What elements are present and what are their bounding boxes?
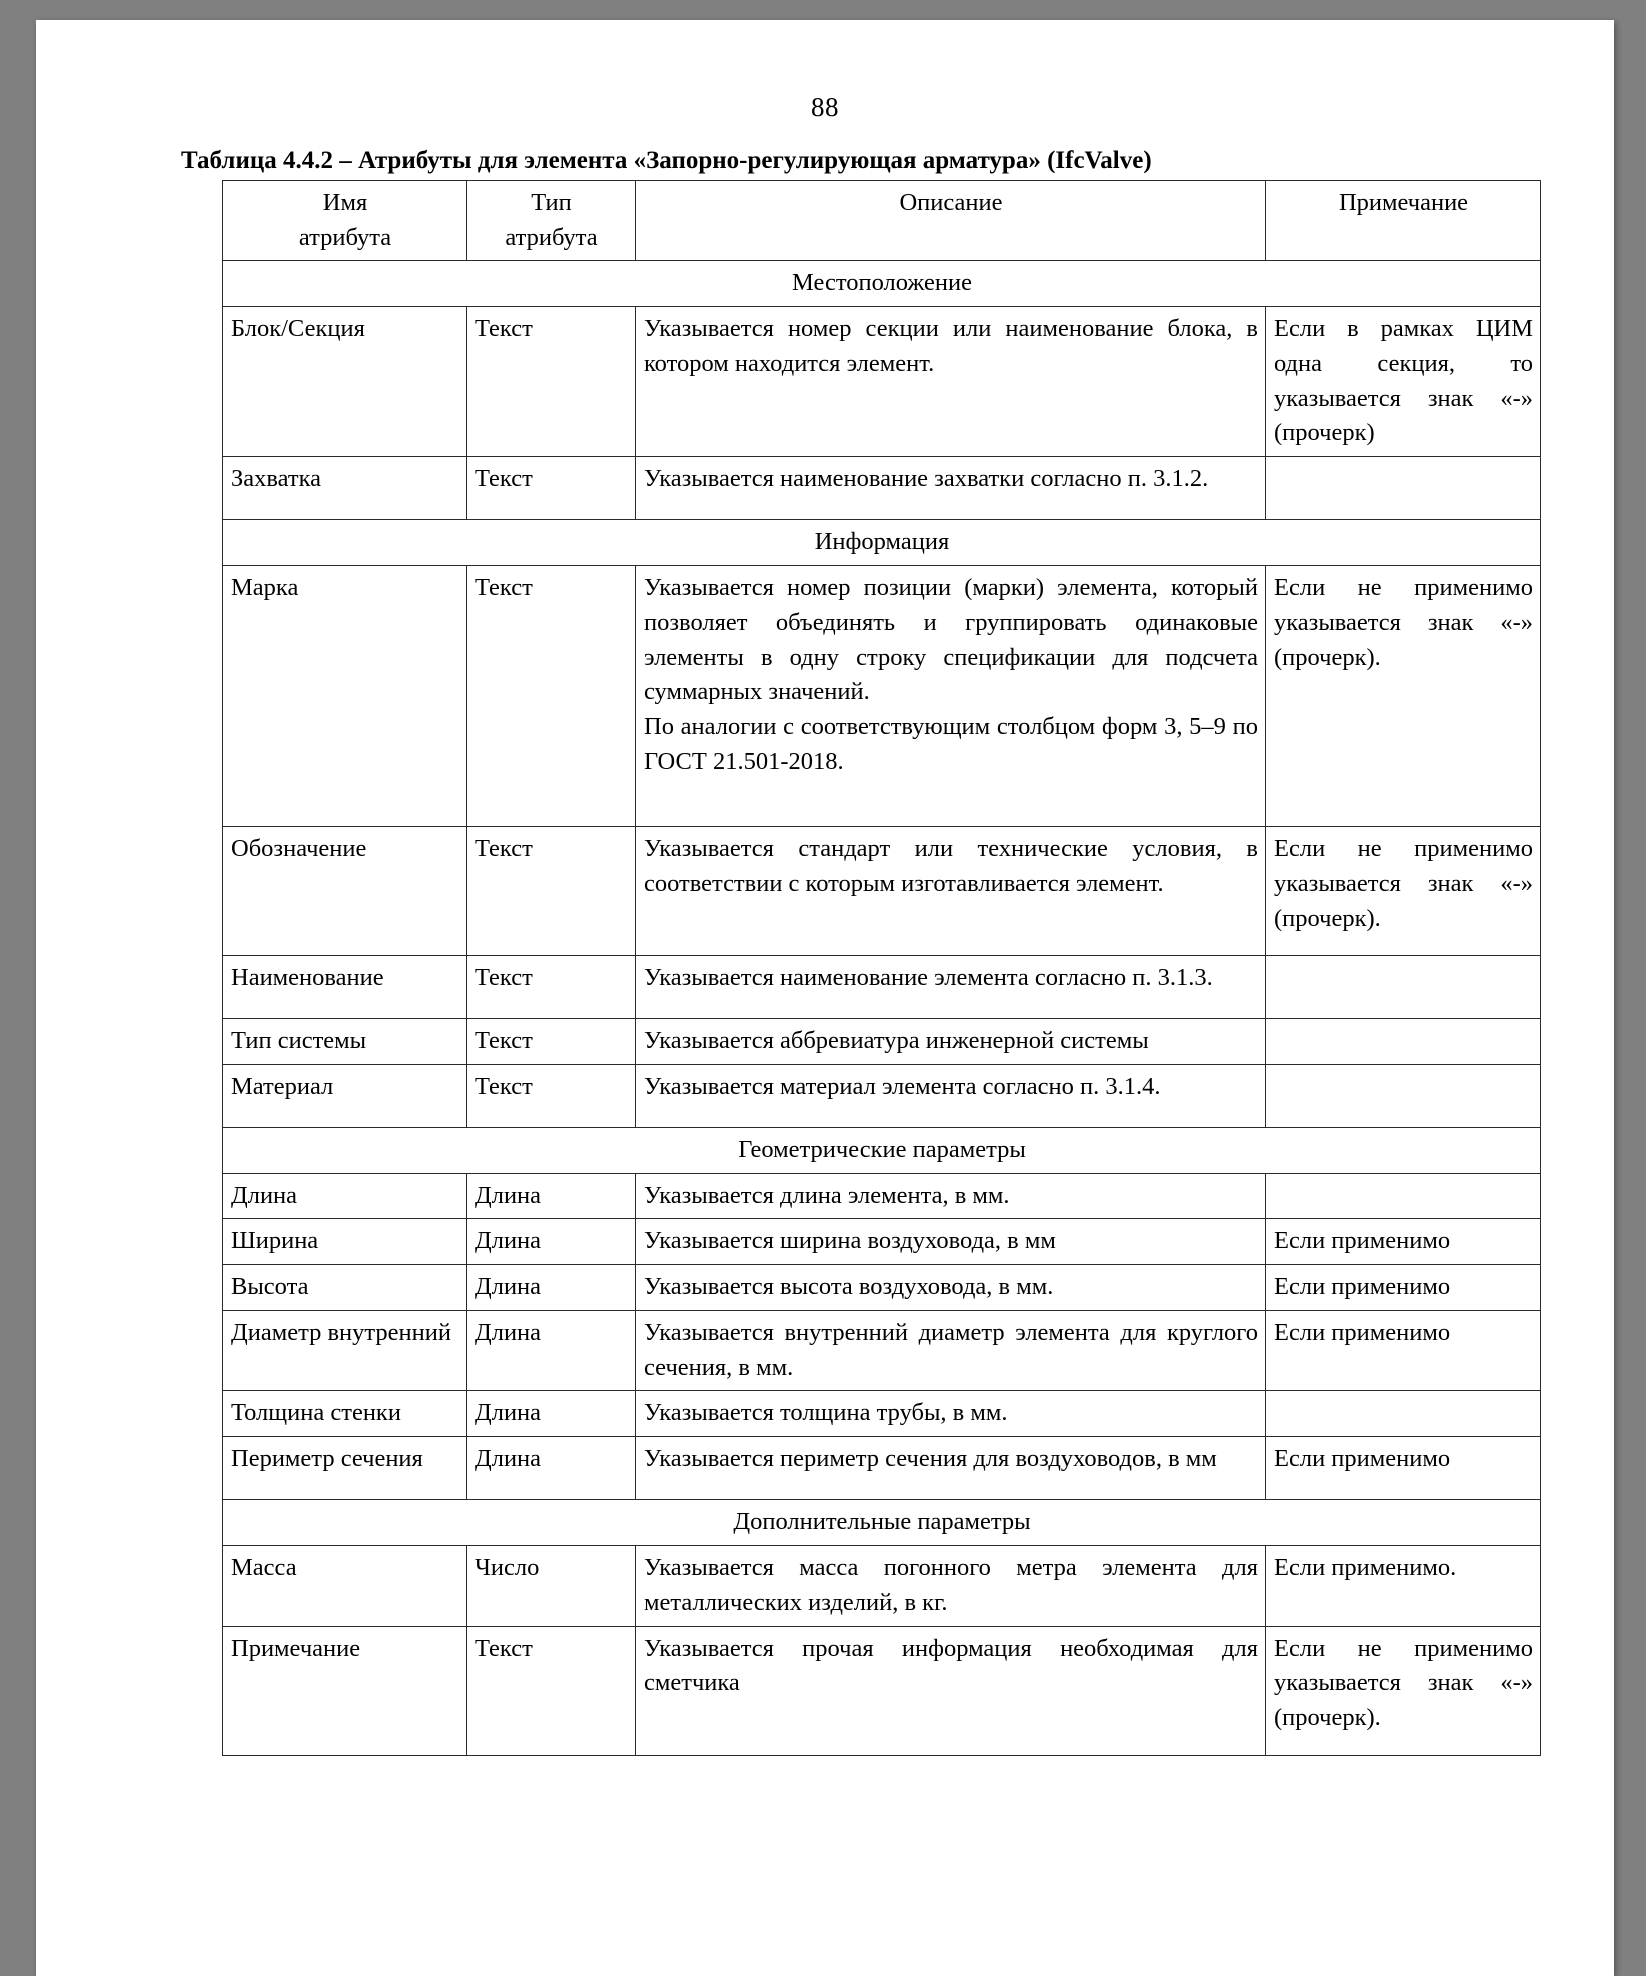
table-row	[223, 827, 1541, 956]
table-row	[223, 1546, 1541, 1627]
section-title: Местоположение	[223, 261, 1541, 307]
cell-attribute-name: Ширина	[223, 1219, 467, 1265]
description-paragraph: Указывается длина элемента, в мм.	[644, 1181, 1010, 1209]
cell-description	[636, 566, 1266, 827]
table-row	[223, 1310, 1541, 1391]
cell-attribute-name: Длина	[223, 1173, 467, 1219]
cell-description	[636, 1437, 1266, 1500]
cell-attribute-name: Наименование	[223, 956, 467, 1019]
description-paragraph: Указывается прочая информация необходимая для сметчика	[644, 1634, 1258, 1697]
cell-attribute-name: Тип системы	[223, 1019, 467, 1065]
description-paragraph: Указывается внутренний диаметр элемента для круглого сечения, в мм.	[644, 1318, 1258, 1381]
cell-attribute-name: Обозначение	[223, 827, 467, 956]
cell-note	[1266, 1310, 1541, 1391]
cell-note	[1266, 457, 1541, 520]
note-text: Если не применимо указывается знак «-» (прочерк).	[1274, 1634, 1533, 1732]
table-header-row	[223, 180, 1541, 261]
column-header-attribute-name	[223, 180, 467, 261]
cell-attribute-type: Длина	[467, 1391, 636, 1437]
cell-attribute-type: Текст	[467, 1626, 636, 1755]
cell-description	[636, 1391, 1266, 1437]
cell-note	[1266, 1265, 1541, 1311]
note-text: Если применимо	[1274, 1273, 1451, 1301]
note-text: Если не применимо указывается знак «-» (прочерк).	[1274, 835, 1533, 932]
cell-description	[636, 956, 1266, 1019]
description-paragraph: Указывается аббревиатура инженерной системы	[644, 1027, 1149, 1054]
cell-description	[636, 1310, 1266, 1391]
note-text: Если применимо	[1274, 1445, 1451, 1473]
cell-description	[636, 1265, 1266, 1311]
table-caption: Таблица 4.4.2 – Атрибуты для элемента «Запорно-регулирующая арматура» (IfcValve)	[181, 147, 1152, 174]
description-paragraph: Указывается номер секции или наименование блока, в котором находится элемент.	[644, 315, 1258, 377]
cell-attribute-type: Длина	[467, 1265, 636, 1311]
note-text: Если применимо.	[1274, 1554, 1457, 1582]
cell-attribute-name: Толщина стенки	[223, 1391, 467, 1437]
cell-note	[1266, 1219, 1541, 1265]
table-row	[223, 307, 1541, 457]
cell-attribute-name: Диаметр внутренний	[223, 1310, 467, 1391]
section-title: Геометрические параметры	[223, 1127, 1541, 1173]
cell-description	[636, 1219, 1266, 1265]
cell-description	[636, 1064, 1266, 1127]
description-paragraph: Указывается наименование элемента согласно п. 3.1.3.	[644, 964, 1213, 991]
cell-attribute-type: Длина	[467, 1437, 636, 1500]
cell-attribute-name: Захватка	[223, 457, 467, 520]
description-paragraph: Указывается периметр сечения для воздуховодов, в мм	[644, 1445, 1217, 1473]
cell-note	[1266, 1626, 1541, 1755]
description-paragraph: Указывается материал элемента согласно п. 3.1.4.	[644, 1072, 1161, 1100]
cell-attribute-type: Текст	[467, 1064, 636, 1127]
document-page	[36, 20, 1614, 1976]
cell-note	[1266, 1019, 1541, 1065]
cell-note	[1266, 1064, 1541, 1127]
table-header	[223, 180, 1541, 261]
cell-description	[636, 457, 1266, 520]
cell-attribute-name: Материал	[223, 1064, 467, 1127]
cell-attribute-type: Текст	[467, 827, 636, 956]
cell-description	[636, 1019, 1266, 1065]
cell-note	[1266, 827, 1541, 956]
column-header-attribute-name-line2: атрибута	[298, 223, 392, 251]
note-text: Если применимо	[1274, 1318, 1451, 1346]
cell-attribute-type: Длина	[467, 1310, 636, 1391]
cell-note	[1266, 1437, 1541, 1500]
table-row	[223, 566, 1541, 827]
table-row	[223, 1219, 1541, 1265]
table-row	[223, 457, 1541, 520]
column-header-note: Примечание	[1266, 180, 1541, 261]
cell-note	[1266, 307, 1541, 457]
cell-attribute-type: Число	[467, 1546, 636, 1627]
cell-attribute-type: Текст	[467, 307, 636, 457]
cell-attribute-name: Масса	[223, 1546, 467, 1627]
cell-description	[636, 1626, 1266, 1755]
column-header-attribute-type-line2: атрибута	[505, 223, 598, 251]
cell-attribute-name: Марка	[223, 566, 467, 827]
description-paragraph: Указывается масса погонного метра элемента для металлических изделий, в кг.	[644, 1554, 1258, 1616]
cell-description	[636, 1546, 1266, 1627]
cell-attribute-name: Блок/Секция	[223, 307, 467, 457]
cell-attribute-type: Длина	[467, 1219, 636, 1265]
description-paragraph-extra: По аналогии с соответствующим столбцом форм 3, 5–9 по ГОСТ 21.501-2018.	[644, 713, 1258, 775]
column-header-description: Описание	[636, 180, 1266, 261]
page-number: 88	[811, 92, 839, 122]
cell-note	[1266, 1546, 1541, 1627]
section-header-row	[223, 261, 1541, 307]
section-header-row	[223, 1500, 1541, 1546]
note-text: Если не применимо указывается знак «-» (прочерк).	[1274, 574, 1533, 671]
cell-description	[636, 827, 1266, 956]
table-row	[223, 1019, 1541, 1065]
table-body	[223, 261, 1541, 1755]
column-header-attribute-name-line1: Имя	[322, 188, 368, 216]
description-paragraph: Указывается наименование захватки согласно п. 3.1.2.	[644, 465, 1209, 493]
cell-attribute-name: Периметр сечения	[223, 1437, 467, 1500]
table-row	[223, 1064, 1541, 1127]
table-row	[223, 1265, 1541, 1311]
cell-note	[1266, 566, 1541, 827]
table-row	[223, 1173, 1541, 1219]
cell-attribute-type: Текст	[467, 566, 636, 827]
cell-description	[636, 1173, 1266, 1219]
table-row	[223, 1391, 1541, 1437]
cell-attribute-type: Текст	[467, 457, 636, 520]
section-header-row	[223, 520, 1541, 566]
column-header-attribute-type	[467, 180, 636, 261]
cell-note	[1266, 956, 1541, 1019]
cell-attribute-name: Высота	[223, 1265, 467, 1311]
description-paragraph: Указывается толщина трубы, в мм.	[644, 1399, 1008, 1427]
column-header-attribute-type-line1: Тип	[531, 188, 572, 216]
cell-attribute-name: Примечание	[223, 1626, 467, 1755]
cell-description	[636, 307, 1266, 457]
cell-attribute-type: Длина	[467, 1173, 636, 1219]
table-row	[223, 1437, 1541, 1500]
table-row	[223, 1626, 1541, 1755]
description-paragraph: Указывается номер позиции (марки) элемента, который позволяет объединять и группировать одинаковые элементы в одну строку спецификации для подсчета суммарных значений.	[644, 574, 1258, 706]
table-row	[223, 956, 1541, 1019]
description-paragraph: Указывается стандарт или технические условия, в соответствии с которым изготавливается элемент.	[644, 835, 1258, 897]
note-text: Если применимо	[1274, 1227, 1451, 1255]
section-header-row	[223, 1127, 1541, 1173]
cell-note	[1266, 1391, 1541, 1437]
description-paragraph: Указывается высота воздуховода, в мм.	[644, 1273, 1054, 1301]
cell-attribute-type: Текст	[467, 956, 636, 1019]
section-title: Дополнительные параметры	[223, 1500, 1541, 1546]
section-title: Информация	[223, 520, 1541, 566]
description-paragraph: Указывается ширина воздуховода, в мм	[644, 1227, 1056, 1255]
cell-note	[1266, 1173, 1541, 1219]
cell-attribute-type: Текст	[467, 1019, 636, 1065]
attributes-table	[222, 180, 1541, 1756]
note-text: Если в рамках ЦИМ одна секция, то указывается знак «-» (прочерк)	[1274, 315, 1533, 447]
